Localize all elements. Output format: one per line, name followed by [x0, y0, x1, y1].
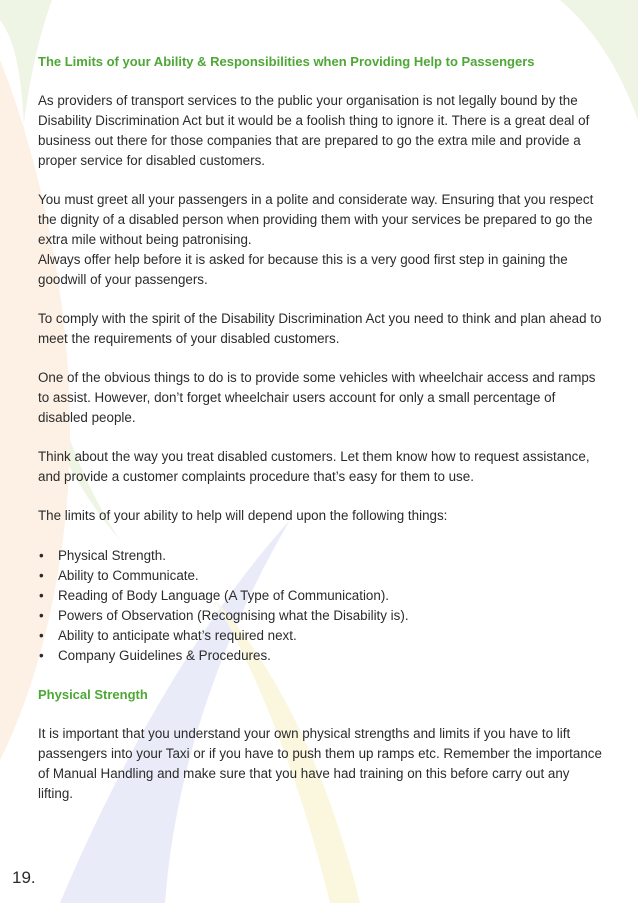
bullet-icon: •: [39, 588, 44, 603]
section-heading-physical-strength: Physical Strength: [38, 687, 148, 702]
bullet-icon: •: [39, 648, 44, 663]
paragraph-comply-dda: To comply with the spirit of the Disability Discrimination Act you need to think and plan ahead to meet the requirements of your disabled customers.: [38, 311, 602, 346]
paragraph-treat-customers: Think about the way you treat disabled customers. Let them know how to request assistance, and provide a customer complaints procedure that’s easy for them to use.: [38, 449, 590, 484]
paragraph-physical-strength: It is important that you understand your own physical strengths and limits if you have to lift passengers into your Taxi or if you have to push them up ramps etc. Remember the importance of Manual Handling and make sure that you have had training on this before carry out any lifting.: [38, 726, 602, 801]
paragraph-limits-intro: The limits of your ability to help will depend upon the following things:: [38, 508, 448, 523]
list-item: • Powers of Observation (Recognising what the Disability is).: [38, 606, 608, 626]
bullet-icon: •: [39, 628, 44, 643]
list-item: • Ability to anticipate what’s required next.: [38, 626, 608, 646]
list-item: • Company Guidelines & Procedures.: [38, 646, 608, 666]
limits-bullet-list: [38, 546, 608, 666]
section-heading-limits: The Limits of your Ability & Responsibilities when Providing Help to Passengers: [38, 54, 535, 69]
paragraph-wheelchair-access: One of the obvious things to do is to provide some vehicles with wheelchair access and ramps to assist. However, don’t forget wheelchair users account for only a small percentage of disabled people.: [38, 370, 596, 425]
bullet-icon: •: [39, 548, 44, 563]
paragraph-greet-passengers: You must greet all your passengers in a polite and considerate way. Ensuring that you respect the dignity of a disabled person when providing them with your services be prepared to go the extra mile without being patronising.: [38, 192, 594, 247]
bullet-icon: •: [39, 568, 44, 583]
paragraph-legal-obligation: As providers of transport services to the public your organisation is not legally bound by the Disability Discrimination Act but it would be a foolish thing to ignore it. There is a great deal of business out there for those companies that are prepared to go the extra mile and provide a proper service for disabled customers.: [38, 93, 590, 168]
page-number: 19.: [12, 868, 36, 887]
list-item: • Ability to Communicate.: [38, 566, 608, 586]
list-item: • Reading of Body Language (A Type of Communication).: [38, 586, 608, 606]
list-item: • Physical Strength.: [38, 546, 608, 566]
paragraph-offer-help: Always offer help before it is asked for because this is a very good first step in gaining the goodwill of your passengers.: [38, 252, 568, 287]
bullet-icon: •: [39, 608, 44, 623]
document-body: [38, 52, 608, 804]
